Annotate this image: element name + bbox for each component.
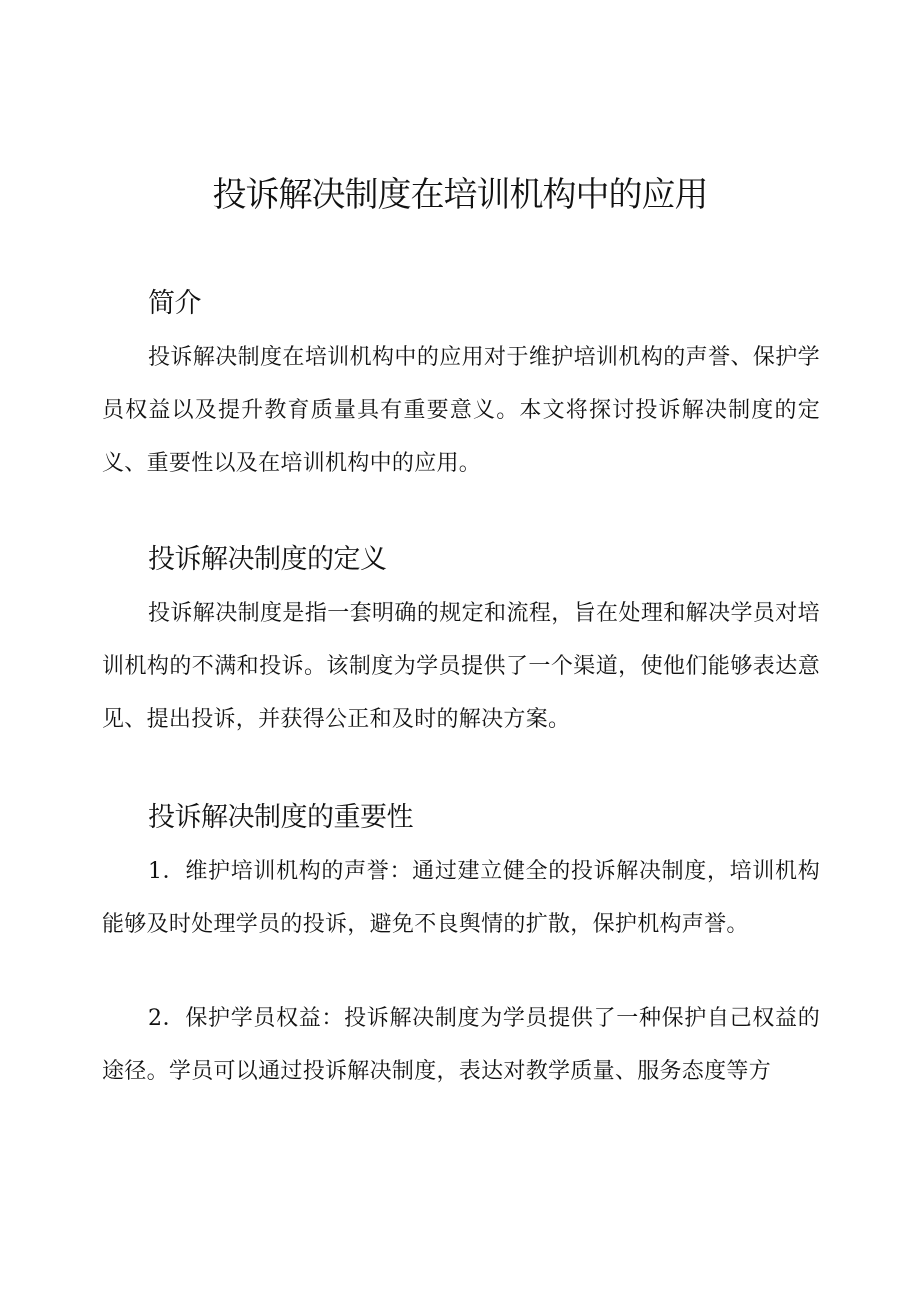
- section-heading-definition: 投诉解决制度的定义: [148, 544, 387, 575]
- importance-item-2: 2．保护学员权益：投诉解决制度为学员提供了一种保护自己权益的途径。学员可以通过投诉解决制度，表达对教学质量、服务态度等方: [102, 1006, 820, 1084]
- section-heading-importance: 投诉解决制度的重要性: [148, 802, 413, 833]
- definition-paragraph: 投诉解决制度是指一套明确的规定和流程，旨在处理和解决学员对培训机构的不满和投诉。该制度为学员提供了一个渠道，使他们能够表达意见、提出投诉，并获得公正和及时的解决方案。: [102, 601, 820, 732]
- importance-item-1: 1．维护培训机构的声誉：通过建立健全的投诉解决制度，培训机构能够及时处理学员的投诉，避免不良舆情的扩散，保护机构声誉。: [102, 859, 820, 937]
- document-title: 投诉解决制度在培训机构中的应用: [212, 175, 708, 215]
- section-heading-intro: 简介: [148, 288, 201, 319]
- intro-paragraph: 投诉解决制度在培训机构中的应用对于维护培训机构的声誉、保护学员权益以及提升教育质量具有重要意义。本文将探讨投诉解决制度的定义、重要性以及在培训机构中的应用。: [102, 345, 820, 476]
